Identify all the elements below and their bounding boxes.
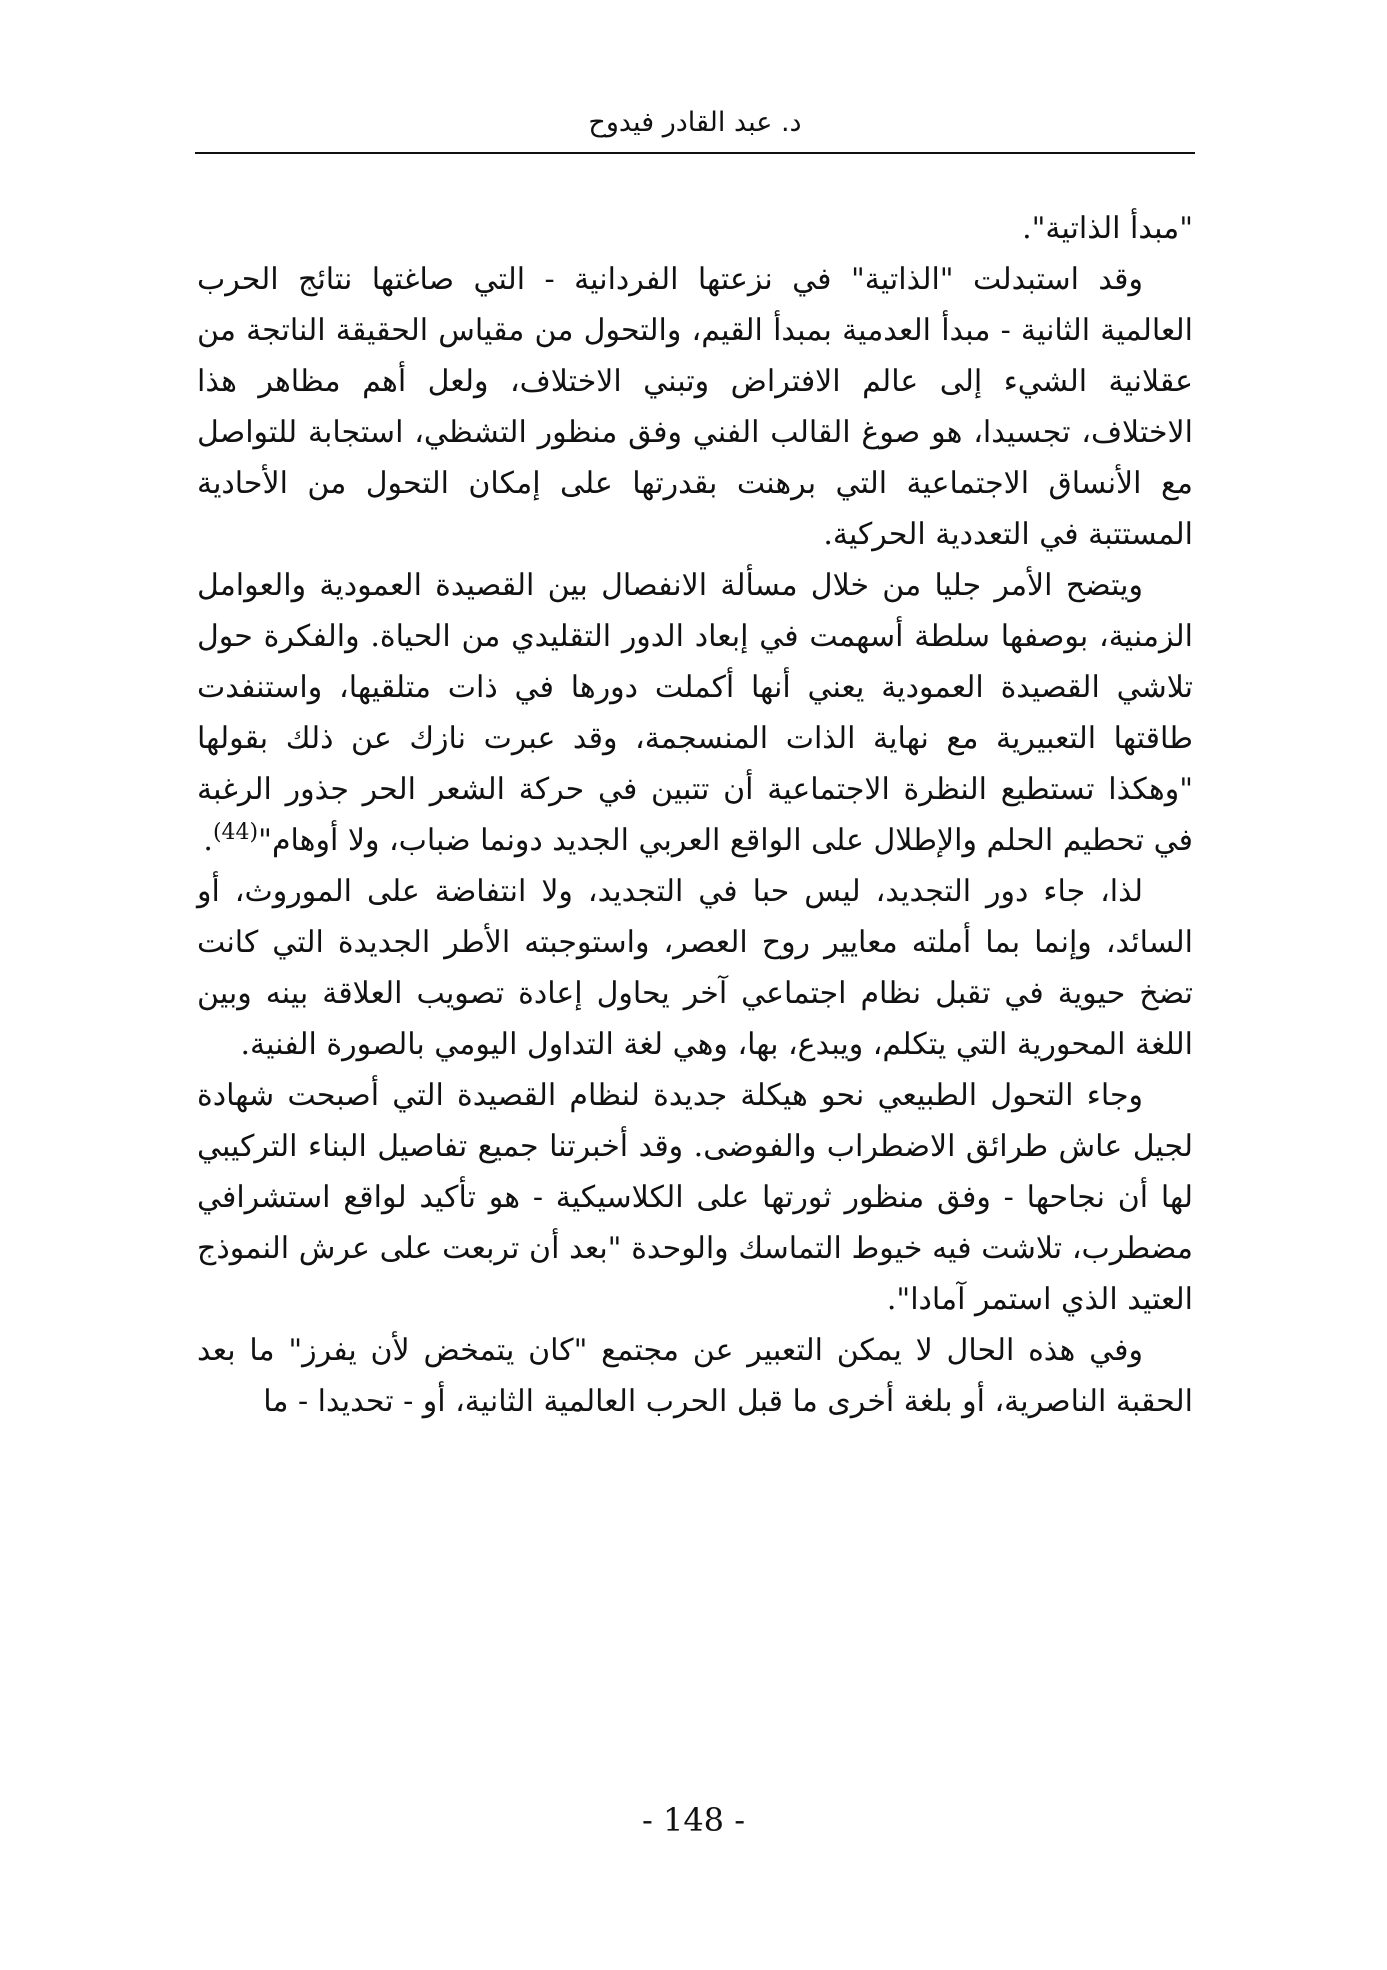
paragraph-3 — [197, 560, 1193, 866]
paragraph-3-tail: . — [203, 823, 213, 858]
page-number: - 148 - — [641, 1801, 746, 1839]
running-header-author: د. عبد القادر فيدوح — [588, 107, 802, 138]
header-divider — [195, 152, 1195, 154]
paragraph-4: لذا، جاء دور التجديد، ليس حبا في التجديد، ولا انتفاضة على الموروث، أو السائد، وإنما بما أملته معايير روح العصر، واستوجبته الأطر الجديدة التي كانت تضخ حيوية في تقبل نظام اجتماعي آخر يحاول إعادة تصويب العلاقة بينه وبين اللغة المحورية التي يتكلم، ويبدع، بها، وهي لغة التداول اليومي بالصورة الفنية. — [197, 874, 1193, 1062]
paragraph-5: وجاء التحول الطبيعي نحو هيكلة جديدة لنظام القصيدة التي أصبحت شهادة لجيل عاش طرائق الاضطراب والفوضى. وقد أخبرتنا جميع تفاصيل البناء التركيبي لها أن نجاحها - وفق منظور ثورتها على الكلاسيكية - هو تأكيد لواقع استشرافي مضطرب، تلاشت فيه خيوط التماسك والوحدة "بعد أن تربعت على عرش النموذج العتيد الذي استمر آمادا". — [197, 1078, 1193, 1317]
footnote-reference: (44) — [212, 820, 259, 845]
paragraph-2: وقد استبدلت "الذاتية" في نزعتها الفردانية - التي صاغتها نتائج الحرب العالمية الثانية - مبدأ العدمية بمبدأ القيم، والتحول من مقياس الحقيقة الناتجة من عقلانية الشيء إلى عالم الافتراض وتبني الاختلاف، ولعل أهم مظاهر هذا الاختلاف، تجسيدا، هو صوغ القالب الفني وفق منظور التشظي، استجابة للتواصل مع الأنساق الاجتماعية التي برهنت بقدرتها على إمكان التحول من الأحادية المستتبة في التعددية الحركية. — [197, 262, 1193, 552]
paragraph-6: وفي هذه الحال لا يمكن التعبير عن مجتمع "كان يتمخض لأن يفرز" ما بعد الحقبة الناصرية، أو بلغة أخرى ما قبل الحرب العالمية الثانية، أو - تحديدا - ما — [197, 1333, 1193, 1419]
body-text — [197, 203, 1193, 1427]
paragraph-3-text: ويتضح الأمر جليا من خلال مسألة الانفصال بين القصيدة العمودية والعوامل الزمنية، بوصفها سلطة أسهمت في إبعاد الدور التقليدي من الحياة. والفكرة حول تلاشي القصيدة العمودية يعني أنها أكملت دورها في ذات متلقيها، واستنفدت طاقتها التعبيرية مع نهاية الذات المنسجمة، وقد عبرت نازك عن ذلك بقولها "وهكذا تستطيع النظرة الاجتماعية أن تتبين في حركة الشعر الحر جذور الرغبة في تحطيم الحلم والإطلال على الواقع العربي الجديد دونما ضباب، ولا أوهام" — [197, 568, 1193, 858]
paragraph-1: "مبدأ الذاتية". — [1022, 211, 1193, 246]
